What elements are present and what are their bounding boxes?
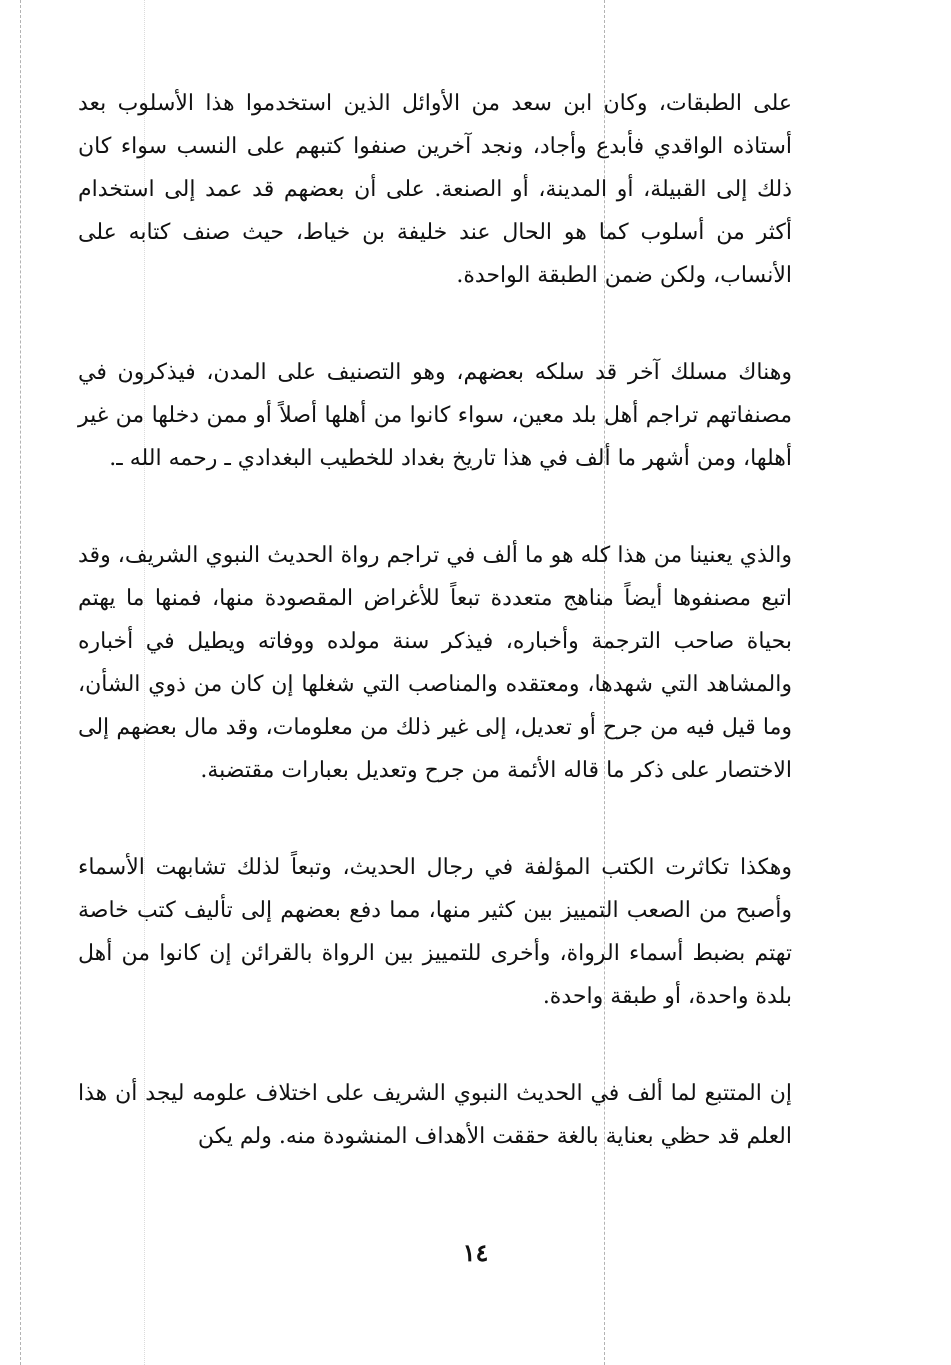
- paragraph-1: على الطبقات، وكان ابن سعد من الأوائل الذين استخدموا هذا الأسلوب بعد أستاذه الواقدي فأبدع وأجاد، ونجد آخرين صنفوا كتبهم على النسب سواء كان ذلك إلى القبيلة، أو المدينة، أو الصنعة. على أن بعضهم قد عمد إلى استخدام أكثر من أسلوب كما هو الحال عند خليفة بن خياط، حيث صنف كتابه على الأنساب، ولكن ضمن الطبقة الواحدة.: [78, 91, 792, 288]
- paragraph-3: والذي يعنينا من هذا كله هو ما ألف في تراجم رواة الحديث النبوي الشريف، وقد اتبع مصنفوها أيضاً مناهج متعددة تبعاً للأغراض المقصودة منها، فمنها ما يهتم بحياة صاحب الترجمة وأخباره، فيذكر سنة مولده ووفاته ويطيل في أخباره والمشاهد التي شهدها، ومعتقده والمناصب التي شغلها إن كان من ذوي الشأن، وما قيل فيه من جرح أو تعديل، إلى غير ذلك من معلومات، وقد مال بعضهم إلى الاختصار على ذكر ما قاله الأئمة من جرح وتعديل بعبارات مقتضبة.: [78, 543, 792, 783]
- page-number: ١٤: [462, 1238, 489, 1267]
- paragraph-4: وهكذا تكاثرت الكتب المؤلفة في رجال الحديث، وتبعاً لذلك تشابهت الأسماء وأصبح من الصعب التمييز بين كثير منها، مما دفع بعضهم إلى تأليف كتب خاصة تهتم بضبط أسماء الرواة، وأخرى للتمييز بين الرواة بالقرائن إن كانوا من أهل بلدة واحدة، أو طبقة واحدة.: [78, 855, 792, 1009]
- paragraph-2: وهناك مسلك آخر قد سلكه بعضهم، وهو التصنيف على المدن، فيذكرون في مصنفاتهم تراجم أهل بلد معين، سواء كانوا من أهلها أصلاً أو ممن دخلها من غير أهلها، ومن أشهر ما ألف في هذا تاريخ بغداد للخطيب البغدادي ـ رحمه الله ـ.: [78, 360, 792, 471]
- document-page-body: [78, 82, 792, 1158]
- paragraph-5: إن المتتبع لما ألف في الحديث النبوي الشريف على اختلاف علومه ليجد أن هذا العلم قد حظي بعناية بالغة حققت الأهداف المنشودة منه. ولم يكن: [78, 1081, 792, 1149]
- scan-margin-line-left: [20, 0, 21, 1365]
